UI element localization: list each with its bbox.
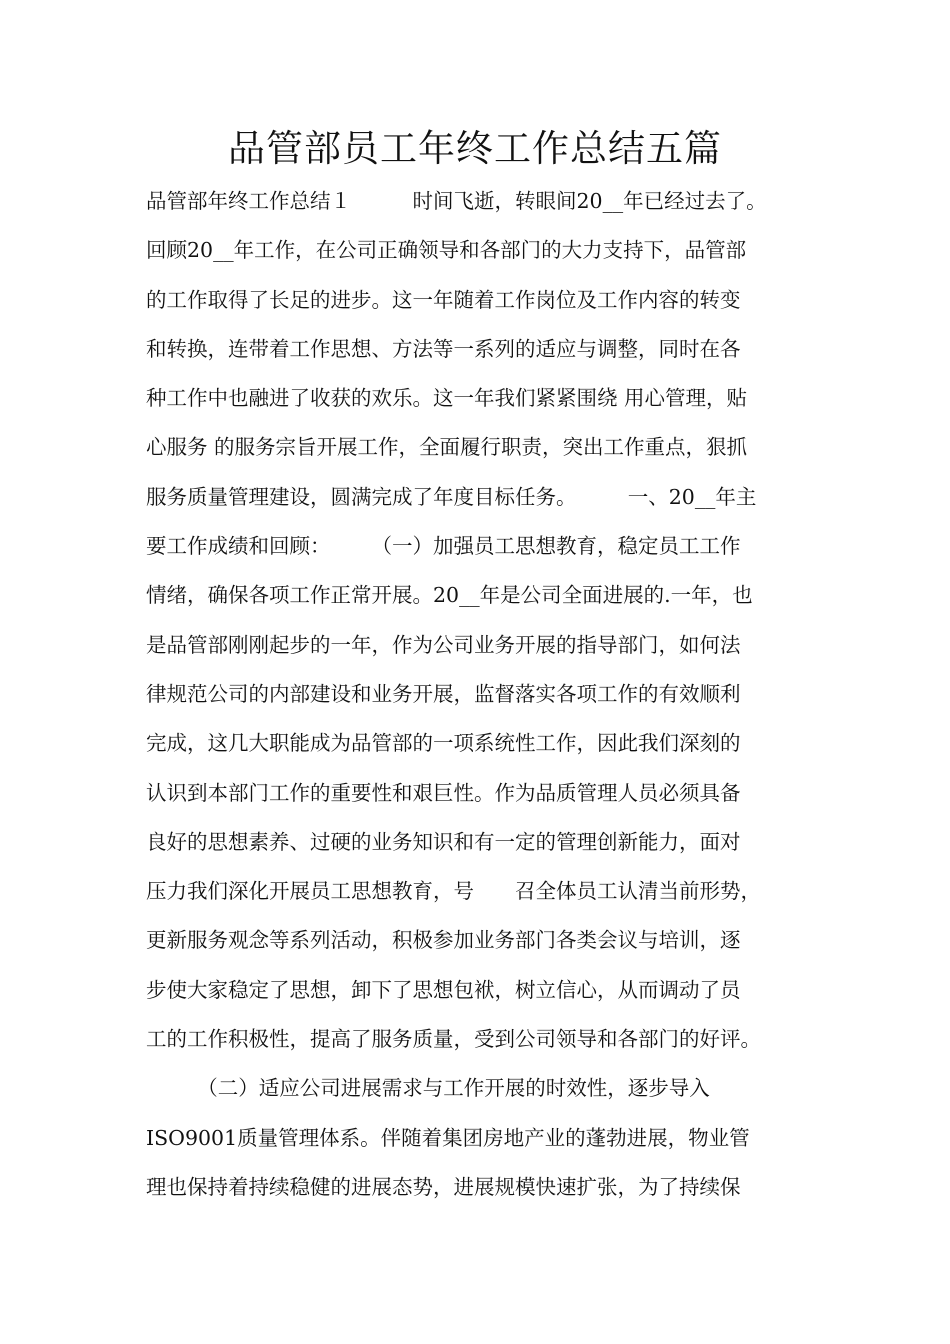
body-line: 是品管部刚刚起步的一年，作为公司业务开展的指导部门，如何法 — [146, 632, 741, 657]
body-line: 工的工作积极性，提高了服务质量，受到公司领导和各部门的好评。 — [146, 1027, 761, 1052]
body-line: ISO9001质量管理体系。伴随着集团房地产业的蓬勃进展，物业管 — [146, 1125, 750, 1150]
body-line: 认识到本部门工作的重要性和艰巨性。作为品质管理人员必须具备 — [146, 780, 741, 805]
body-line: 完成，这几大职能成为品管部的一项系统性工作，因此我们深刻的 — [146, 731, 741, 756]
body-line: （二）适应公司进展需求与工作开展的时效性，逐步导入 — [146, 1076, 710, 1101]
body-line: 律规范公司的内部建设和业务开展，监督落实各项工作的有效顺利 — [146, 681, 741, 706]
body-line: 情绪，确保各项工作正常开展。20__年是公司全面进展的.一年，也 — [146, 583, 753, 608]
body-line: 品管部年终工作总结１ 时间飞逝，转眼间20__年已经过去了。 — [146, 189, 767, 213]
body-line: 和转换，连带着工作思想、方法等一系列的适应与调整，同时在各 — [146, 336, 741, 361]
body-line: 服务质量管理建设，圆满完成了年度目标任务。 一、20__年主 — [146, 484, 757, 509]
body-line: 良好的思想素养、过硬的业务知识和有一定的管理创新能力，面对 — [146, 829, 741, 854]
body-line: 的工作取得了长足的进步。这一年随着工作岗位及工作内容的转变 — [146, 287, 741, 312]
body-line: 回顾20__年工作，在公司正确领导和各部门的大力支持下，品管部 — [146, 238, 747, 263]
document-title: 品管部员工年终工作总结五篇 — [228, 127, 722, 170]
body-line: 压力我们深化开展员工思想教育，号 召全体员工认清当前形势， — [146, 879, 761, 904]
body-line: 种工作中也融进了收获的欢乐。这一年我们紧紧围绕 用心管理，贴 — [146, 386, 748, 411]
body-line: 心服务 的服务宗旨开展工作，全面履行职责，突出工作重点，狠抓 — [146, 435, 748, 460]
body-line: 理也保持着持续稳健的进展态势，进展规模快速扩张，为了持续保 — [146, 1174, 741, 1199]
body-line: 步使大家稳定了思想，卸下了思想包袱，树立信心，从而调动了员 — [146, 977, 741, 1002]
body-line: 更新服务观念等系列活动，积极参加业务部门各类会议与培训，逐 — [146, 928, 741, 953]
body-line: 要工作成绩和回顾： （一）加强员工思想教育，稳定员工工作 — [146, 534, 741, 559]
document-body — [146, 177, 826, 1212]
